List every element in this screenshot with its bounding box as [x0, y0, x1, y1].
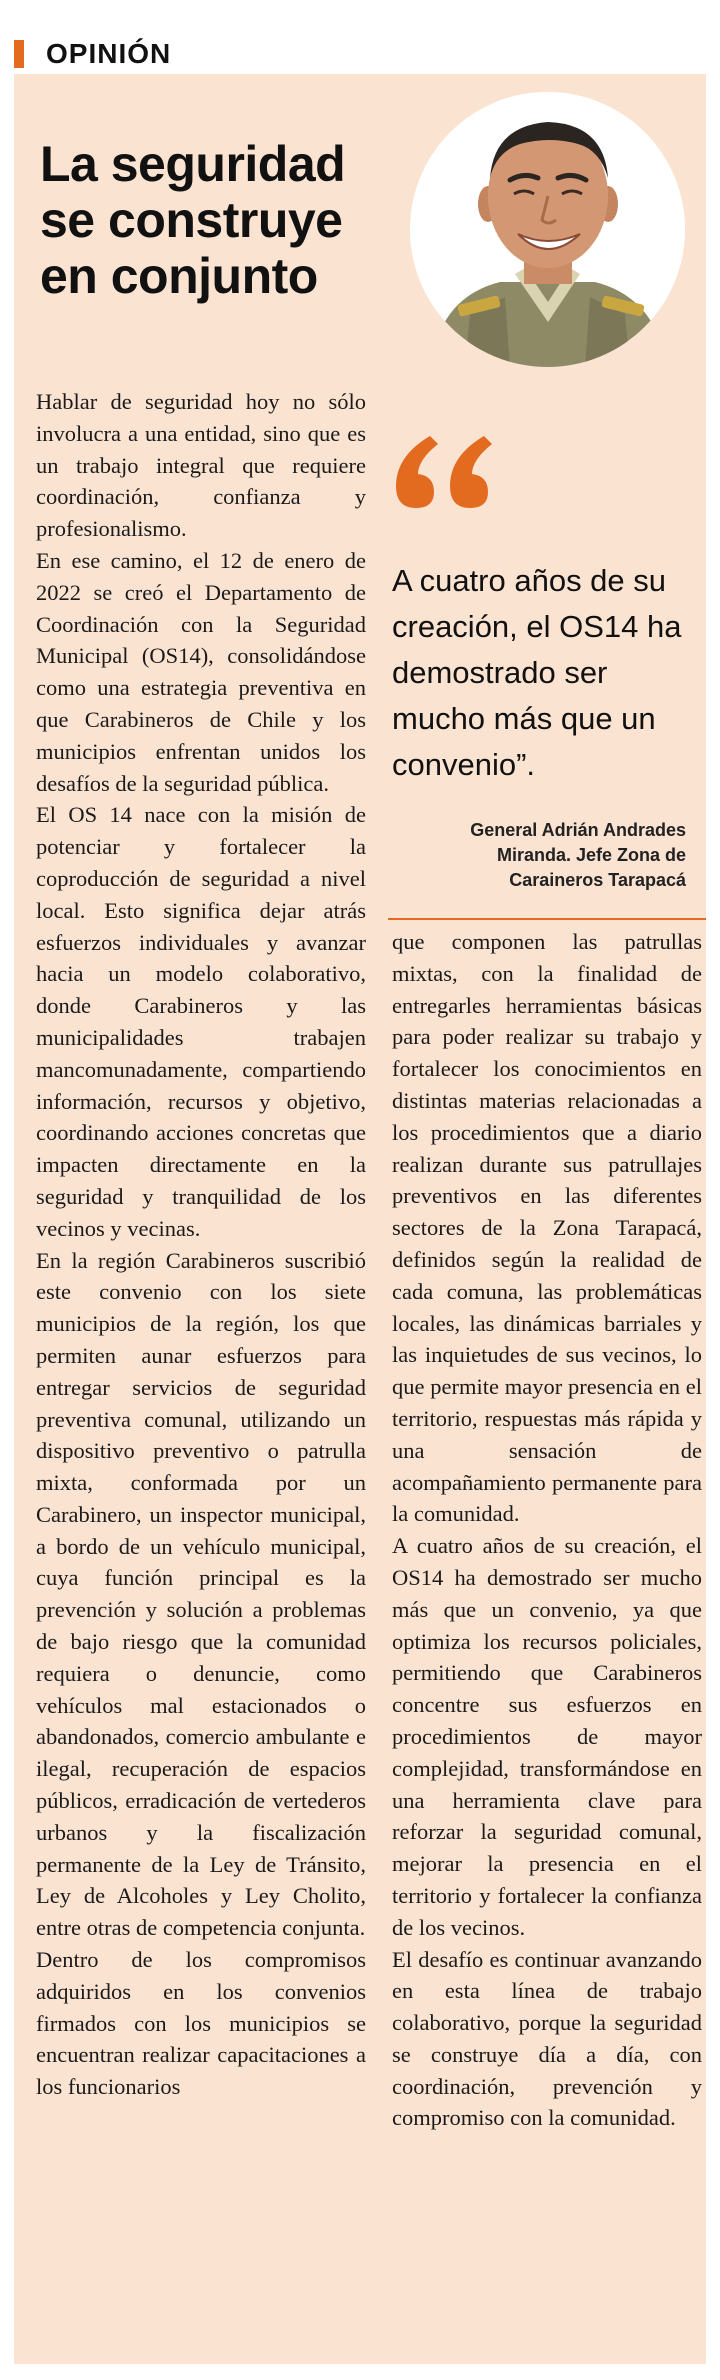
quote-attribution	[386, 818, 686, 893]
quote-divider	[388, 918, 706, 920]
quote-mark-icon	[386, 430, 496, 510]
headline	[40, 136, 410, 304]
headline-line: se construye	[40, 192, 343, 248]
body-paragraph: Dentro de los compromisos adquiridos en los convenios firmados con los municipios se encuentran realizar capacitaciones a los funcionarios	[36, 1947, 366, 2100]
pull-quote	[392, 558, 702, 788]
body-column-left	[36, 386, 366, 2103]
pull-quote-line: A cuatro años de su	[392, 563, 667, 598]
pull-quote-line: demostrado ser	[392, 655, 608, 690]
headline-line: La seguridad	[40, 136, 346, 192]
section-accent-bar	[14, 40, 24, 68]
attribution-line: Caraineros Tarapacá	[509, 870, 686, 890]
section-label: OPINIÓN	[46, 38, 172, 69]
pull-quote-line: creación, el OS14 ha	[392, 609, 682, 644]
body-paragraph: Hablar de seguridad hoy no sólo involucra a una entidad, sino que es un trabajo integral que requiere coordinación, confianza y profesionalismo.	[36, 389, 366, 542]
portrait-illustration	[410, 92, 685, 367]
body-paragraph: El desafío es continuar avanzando en esta línea de trabajo colaborativo, porque la seguridad se construye día a día, con coordinación, prevención y compromiso con la comunidad.	[392, 1946, 702, 2131]
headline-line: en conjunto	[40, 248, 318, 304]
body-paragraph: En la región Carabineros suscribió este convenio con los siete municipios de la región, los que permiten aunar esfuerzos para entregar servicios de seguridad preventiva comunal, utilizando un dispositivo preventivo o patrulla mixta, conformada por un Carabinero, un inspector municipal, a bordo de un vehículo municipal, cuya función principal es la prevención y solución a problemas de bajo riesgo que la comunidad requiera o denuncie, como vehículos mal estacionados o abandonados, comercio ambulante e ilegal, recuperación de espacios públicos, erradicación de vertederos urbanos y la fiscalización permanente de la Ley de Tránsito, Ley de Alcoholes y Ley Cholito, entre otras de competencia conjunta.	[36, 1247, 366, 1941]
portrait-photo	[410, 92, 685, 367]
body-paragraph: A cuatro años de su creación, el OS14 ha demostrado ser mucho más que un convenio, ya que optimiza los recursos policiales, permitiendo que Carabineros concentre sus esfuerzos en procedimientos de mayor complejidad, transformándose en una herramienta clave para reforzar la seguridad comunal, mejorar la presencia en el territorio y fortalecer la confianza de los vecinos.	[392, 1533, 702, 1940]
attribution-line: General Adrián Andrades	[470, 820, 686, 840]
section-header	[14, 34, 706, 74]
pull-quote-line: convenio”.	[392, 747, 536, 782]
body-paragraph: En ese camino, el 12 de enero de 2022 se creó el Departamento de Coordinación con la Seguridad Municipal (OS14), consolidándose como una estrategia preventiva en que Carabineros de Chile y los municipios enfrentan unidos los desafíos de la seguridad pública.	[36, 547, 366, 796]
attribution-line: Miranda. Jefe Zona de	[496, 845, 686, 865]
body-paragraph: que componen las patrullas mixtas, con la finalidad de entregarles herramientas básicas para poder realizar su trabajo y fortalecer los conocimientos en distintas materias relacionadas a los procedimientos que a diario realizan durante sus patrullajes preventivos en las diferentes sectores de la Zona Tarapacá, definidos según la realidad de cada comuna, las problemáticas locales, las dinámicas barriales y las inquietudes de sus vecinos, lo que permite mayor presencia en el territorio, respuestas más rápida y una sensación de acompañamiento permanente para la comunidad.	[392, 929, 702, 1527]
body-column-right	[392, 926, 702, 2134]
pull-quote-line: mucho más que un	[392, 701, 656, 736]
body-paragraph: El OS 14 nace con la misión de potenciar y fortalecer la coproducción de seguridad a nivel local. Esto significa dejar atrás esfuerzos individuales y avanzar hacia un modelo colaborativo, donde Carabineros y las municipalidades trabajen mancomunadamente, compartiendo información, recursos y objetivo, coordinando acciones concretas que impacten directamente en la seguridad y tranquilidad de los vecinos y vecinas.	[36, 802, 366, 1241]
